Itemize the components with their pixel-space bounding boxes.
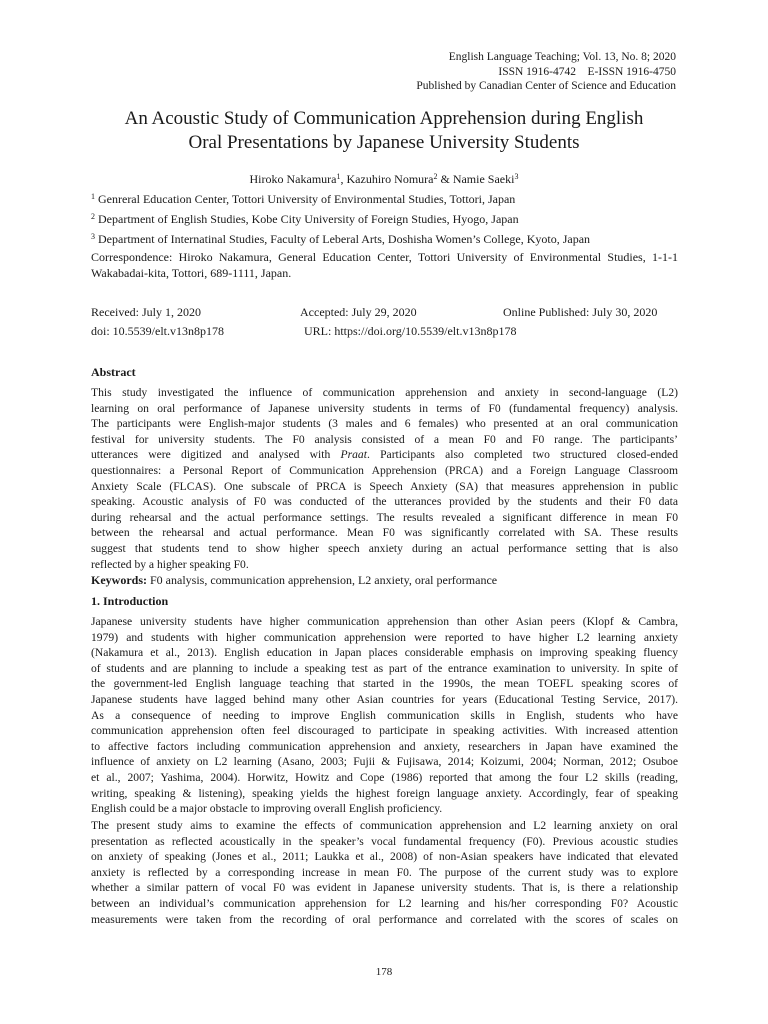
author-1-sup: 1 xyxy=(336,172,341,181)
paragraph-line: to affective factors including communication apprehension and anxiety, researchers in Japan have examined the xyxy=(91,739,678,753)
paragraph-line: on anxiety of speaking (Jones et al., 2011; Laukka et al., 2008) of non-Asian speakers have indicated that elevated xyxy=(91,850,678,864)
title-line-1: An Acoustic Study of Communication Apprehension during English xyxy=(124,108,644,129)
abstract-body xyxy=(91,385,678,572)
paragraph-line: writing, speaking & listening), speaking yields the highest foreign language anxiety. Accordingly, fear of speaking xyxy=(91,786,678,800)
abstract-line: learning on oral performance of Japanese university students in terms of F0 (fundamental frequency) analysis. xyxy=(91,401,678,415)
author-1: Hiroko Nakamura xyxy=(249,172,337,186)
keywords-label: Keywords: xyxy=(91,573,147,587)
paragraph-line: As a consequence of needing to improve English communication skills in English, students who have xyxy=(91,708,678,722)
abstract-line xyxy=(91,447,678,463)
paragraph-line: between an individual’s communication apprehension for L2 learning and his/her corresponding F0? Acoustic xyxy=(91,896,678,910)
author-2: , Kazuhiro Nomura xyxy=(340,172,434,186)
affiliation-3-text: Department of Internatinal Studies, Faculty of Leberal Arts, Doshisha Women’s College, Kyoto, Japan xyxy=(95,232,591,246)
affiliation-2 xyxy=(91,210,681,226)
paragraph-line: influence of anxiety on L2 learning (Asano, 2003; Fujii & Fujisawa, 2014; Koizumi, 2004; Norman, 2012; Osuboe xyxy=(91,755,678,769)
affiliation-1-text: Genreral Education Center, Tottori University of Environmental Studies, Tottori, Japan xyxy=(95,192,516,206)
paragraph-line: measurements were taken from the recording of oral performance and correlated with the scores of scales on xyxy=(91,912,678,926)
affiliation-1-sup: 1 xyxy=(91,192,95,201)
paragraph-line: Japanese university students have higher communication apprehension than other Asian peers (Klopf & Cambra, xyxy=(91,615,678,628)
author-list xyxy=(60,170,708,186)
abstract-line: suggest that students tend to show higher speech anxiety during an actual performance setting that is also xyxy=(91,541,678,555)
intro-paragraph-1 xyxy=(91,614,678,817)
abstract-line: festival for university students. The F0 analysis consisted of a mean F0 and F0 range. The participants’ xyxy=(91,432,678,446)
title-line-2: Oral Presentations by Japanese University Students xyxy=(188,131,580,153)
abstract-line-5-tail: . Participants also completed two structured closed-ended xyxy=(366,448,678,462)
paragraph-line: of students and are planning to include a speaking test as part of the entrance examination to university. In spite of xyxy=(91,661,678,675)
journal-issn: ISSN 1916-4742 E-ISSN 1916-4750 xyxy=(498,65,676,78)
paragraph-line: presentation as reflected acoustically in the speaker’s vocal fundamental frequency (F0). Previous acoustic studies xyxy=(91,834,678,848)
intro-paragraph-2 xyxy=(91,818,678,927)
paragraph-line: et al., 2007; Yashima, 2004). Horwitz, Howitz and Cope (1986) reported that among the four L2 skills (reading, xyxy=(91,770,678,784)
journal-header xyxy=(416,50,676,94)
abstract-line: reflected by a higher speaking F0. xyxy=(91,557,249,571)
abstract-line: Anxiety Scale (FLCAS). One subscale of PRCA is Speech Anxiety (SA) that measures apprehension in public xyxy=(91,479,678,493)
affiliation-2-sup: 2 xyxy=(91,212,95,221)
author-3: & Namie Saeki xyxy=(437,172,515,186)
paragraph-line: communication apprehension often feel discouraged to participate in speaking activities. With increased attention xyxy=(91,724,678,738)
paragraph-line: whether a similar pattern of vocal F0 was evident in Japanese university students. That is, is there a relationship xyxy=(91,881,678,895)
paragraph-line: Japanese students have lagged behind many other Asian countries for years (Educational Testing Service, 2017). xyxy=(91,692,678,706)
keywords-text: F0 analysis, communication apprehension, L2 anxiety, oral performance xyxy=(147,573,498,587)
accepted-date: Accepted: July 29, 2020 xyxy=(300,305,417,319)
author-3-sup: 3 xyxy=(514,172,519,181)
abstract-heading: Abstract xyxy=(91,365,136,379)
journal-publisher: Published by Canadian Center of Science and Education xyxy=(416,80,676,93)
correspondence: Correspondence: Hiroko Nakamura, General Education Center, Tottori University of Environmental Studies, 1-1-1 Wakabadai-kita, Tottori, 689-1111, Japan. xyxy=(91,250,678,280)
paragraph-line: anxiety is reflected by a corresponding increase in mean F0. The purpose of the current study was to explore xyxy=(91,865,678,879)
affiliation-3-sup: 3 xyxy=(91,232,95,241)
abstract-line: during rehearsal and the actual performance settings. The results revealed a significant difference in mean F0 xyxy=(91,510,678,524)
affiliation-3 xyxy=(91,230,681,246)
keywords xyxy=(91,573,678,587)
introduction-heading: 1. Introduction xyxy=(91,594,169,608)
paper-title xyxy=(60,107,708,154)
doi[interactable]: doi: 10.5539/elt.v13n8p178 xyxy=(91,324,224,338)
paragraph-line: (Nakamura et al., 2013). English education in Japan places considerable emphasis on improving speaking fluency xyxy=(91,646,678,660)
received-date: Received: July 1, 2020 xyxy=(91,305,201,319)
abstract-line-5-head: utterances were digitized and analysed with xyxy=(91,448,341,462)
abstract-line: between the rehearsal and actual performance. Mean F0 was significantly correlated with SA. These results xyxy=(91,526,678,540)
paragraph-line: English could be a major obstacle to improving overall English proficiency. xyxy=(91,802,443,816)
online-published-date: Online Published: July 30, 2020 xyxy=(503,305,658,319)
paragraph-line: the government-led English language teaching that started in the 1990s, the mean TOEFL speaking scores of xyxy=(91,677,678,691)
paragraph-line: 1979) and students with higher communication apprehension were reported to have higher L2 learning anxiety xyxy=(91,630,678,644)
abstract-line: questionnaires: a Personal Report of Communication Apprehension (PRCA) and a Foreign Language Classroom xyxy=(91,463,678,477)
abstract-line: speaking. Acoustic analysis of F0 was conducted of the utterances provided by the students and their F0 data xyxy=(91,495,678,509)
abstract-line: This study investigated the influence of communication apprehension and anxiety in second-language (L2) xyxy=(91,386,678,399)
journal-citation: English Language Teaching; Vol. 13, No. 8; 2020 xyxy=(448,51,676,63)
doi-url-link[interactable]: URL: https://doi.org/10.5539/elt.v13n8p178 xyxy=(304,324,517,338)
paragraph-line: The present study aims to examine the effects of communication apprehension and L2 learning anxiety on oral xyxy=(91,819,678,832)
affiliation-2-text: Department of English Studies, Kobe City University of Foreign Studies, Hyogo, Japan xyxy=(95,212,519,226)
author-2-sup: 2 xyxy=(433,172,438,181)
praat-software: Praat xyxy=(340,448,367,462)
affiliation-1 xyxy=(91,190,681,206)
page-number: 178 xyxy=(375,966,393,978)
abstract-line: The participants were English-major students (3 males and 6 females) who presented at an oral communication xyxy=(91,417,678,431)
